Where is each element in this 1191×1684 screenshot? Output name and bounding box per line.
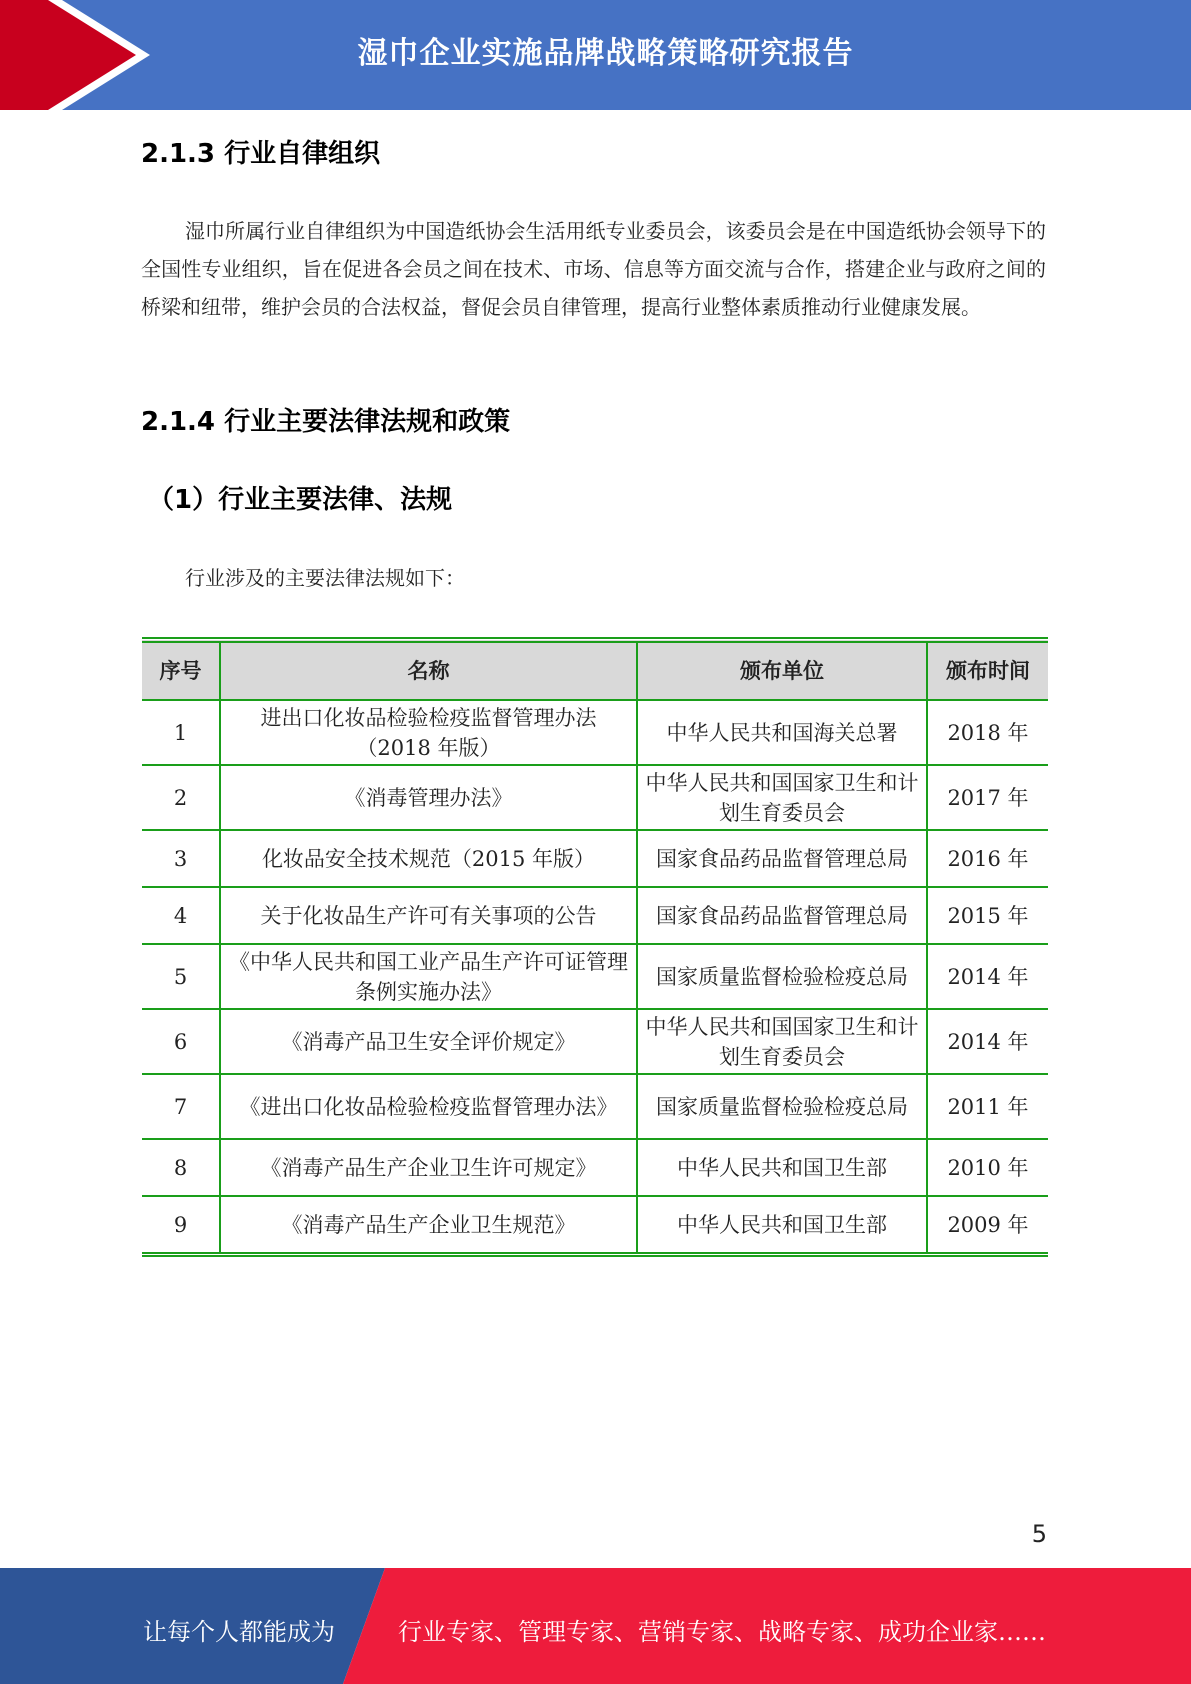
table-row	[142, 1196, 1048, 1255]
cell-issuer: 国家质量监督检验检疫总局	[637, 1074, 927, 1139]
header-year: 颁布时间	[927, 640, 1048, 700]
table-intro: 行业涉及的主要法律法规如下：	[185, 566, 465, 590]
cell-year: 2016 年	[927, 830, 1048, 887]
cell-no: 9	[142, 1196, 220, 1255]
cell-year: 2009 年	[927, 1196, 1048, 1255]
table-row	[142, 765, 1048, 830]
cell-no: 8	[142, 1139, 220, 1196]
cell-issuer: 中华人民共和国国家卫生和计划生育委员会	[637, 1009, 927, 1074]
cell-name: 《消毒管理办法》	[220, 765, 637, 830]
cell-issuer: 中华人民共和国卫生部	[637, 1139, 927, 1196]
header-name: 名称	[220, 640, 637, 700]
cell-issuer: 中华人民共和国国家卫生和计划生育委员会	[637, 765, 927, 830]
cell-year: 2010 年	[927, 1139, 1048, 1196]
cell-name: 《消毒产品生产企业卫生规范》	[220, 1196, 637, 1255]
section-heading-214: 2.1.4 行业主要法律法规和政策	[141, 407, 511, 437]
footer-slogan-left: 让每个人都能成为	[143, 1618, 335, 1646]
cell-year: 2018 年	[927, 700, 1048, 765]
cell-no: 7	[142, 1074, 220, 1139]
table-row	[142, 1139, 1048, 1196]
table-header-row	[142, 640, 1048, 700]
section-paragraph-213: 湿巾所属行业自律组织为中国造纸协会生活用纸专业委员会，该委员会是在中国造纸协会领导下的全国性专业组织，旨在促进各会员之间在技术、市场、信息等方面交流与合作，搭建企业与政府之间的桥梁和纽带，维护会员的合法权益，督促会员自律管理，提高行业整体素质推动行业健康发展。	[141, 219, 1046, 319]
cell-issuer: 中华人民共和国卫生部	[637, 1196, 927, 1255]
table-row	[142, 1074, 1048, 1139]
cell-no: 6	[142, 1009, 220, 1074]
cell-name: 《消毒产品生产企业卫生许可规定》	[220, 1139, 637, 1196]
cell-year: 2014 年	[927, 1009, 1048, 1074]
laws-table	[142, 637, 1048, 1257]
cell-year: 2014 年	[927, 944, 1048, 1009]
cell-year: 2011 年	[927, 1074, 1048, 1139]
cell-name: 进出口化妆品检验检疫监督管理办法（2018 年版）	[220, 700, 637, 765]
section-heading-213: 2.1.3 行业自律组织	[141, 139, 381, 169]
report-title: 湿巾企业实施品牌战略策略研究报告	[357, 36, 854, 71]
cell-issuer: 国家食品药品监督管理总局	[637, 887, 927, 944]
footer-slogan-right: 行业专家、管理专家、营销专家、战略专家、成功企业家……	[398, 1618, 1046, 1646]
cell-name: 《中华人民共和国工业产品生产许可证管理条例实施办法》	[220, 944, 637, 1009]
page-number: 5	[1031, 1520, 1047, 1548]
table-row	[142, 830, 1048, 887]
page-header	[0, 0, 1191, 110]
header-issuer: 颁布单位	[637, 640, 927, 700]
cell-year: 2017 年	[927, 765, 1048, 830]
cell-no: 2	[142, 765, 220, 830]
cell-name: 《进出口化妆品检验检疫监督管理办法》	[220, 1074, 637, 1139]
table-row	[142, 944, 1048, 1009]
subsection-heading-laws: （1）行业主要法律、法规	[148, 485, 453, 515]
table-row	[142, 887, 1048, 944]
cell-name: 化妆品安全技术规范（2015 年版）	[220, 830, 637, 887]
cell-issuer: 中华人民共和国海关总署	[637, 700, 927, 765]
cell-no: 1	[142, 700, 220, 765]
cell-no: 3	[142, 830, 220, 887]
cell-issuer: 国家食品药品监督管理总局	[637, 830, 927, 887]
table-row	[142, 1009, 1048, 1074]
table-row	[142, 700, 1048, 765]
cell-no: 4	[142, 887, 220, 944]
cell-year: 2015 年	[927, 887, 1048, 944]
cell-name: 关于化妆品生产许可有关事项的公告	[220, 887, 637, 944]
header-no: 序号	[142, 640, 220, 700]
cell-no: 5	[142, 944, 220, 1009]
cell-issuer: 国家质量监督检验检疫总局	[637, 944, 927, 1009]
cell-name: 《消毒产品卫生安全评价规定》	[220, 1009, 637, 1074]
